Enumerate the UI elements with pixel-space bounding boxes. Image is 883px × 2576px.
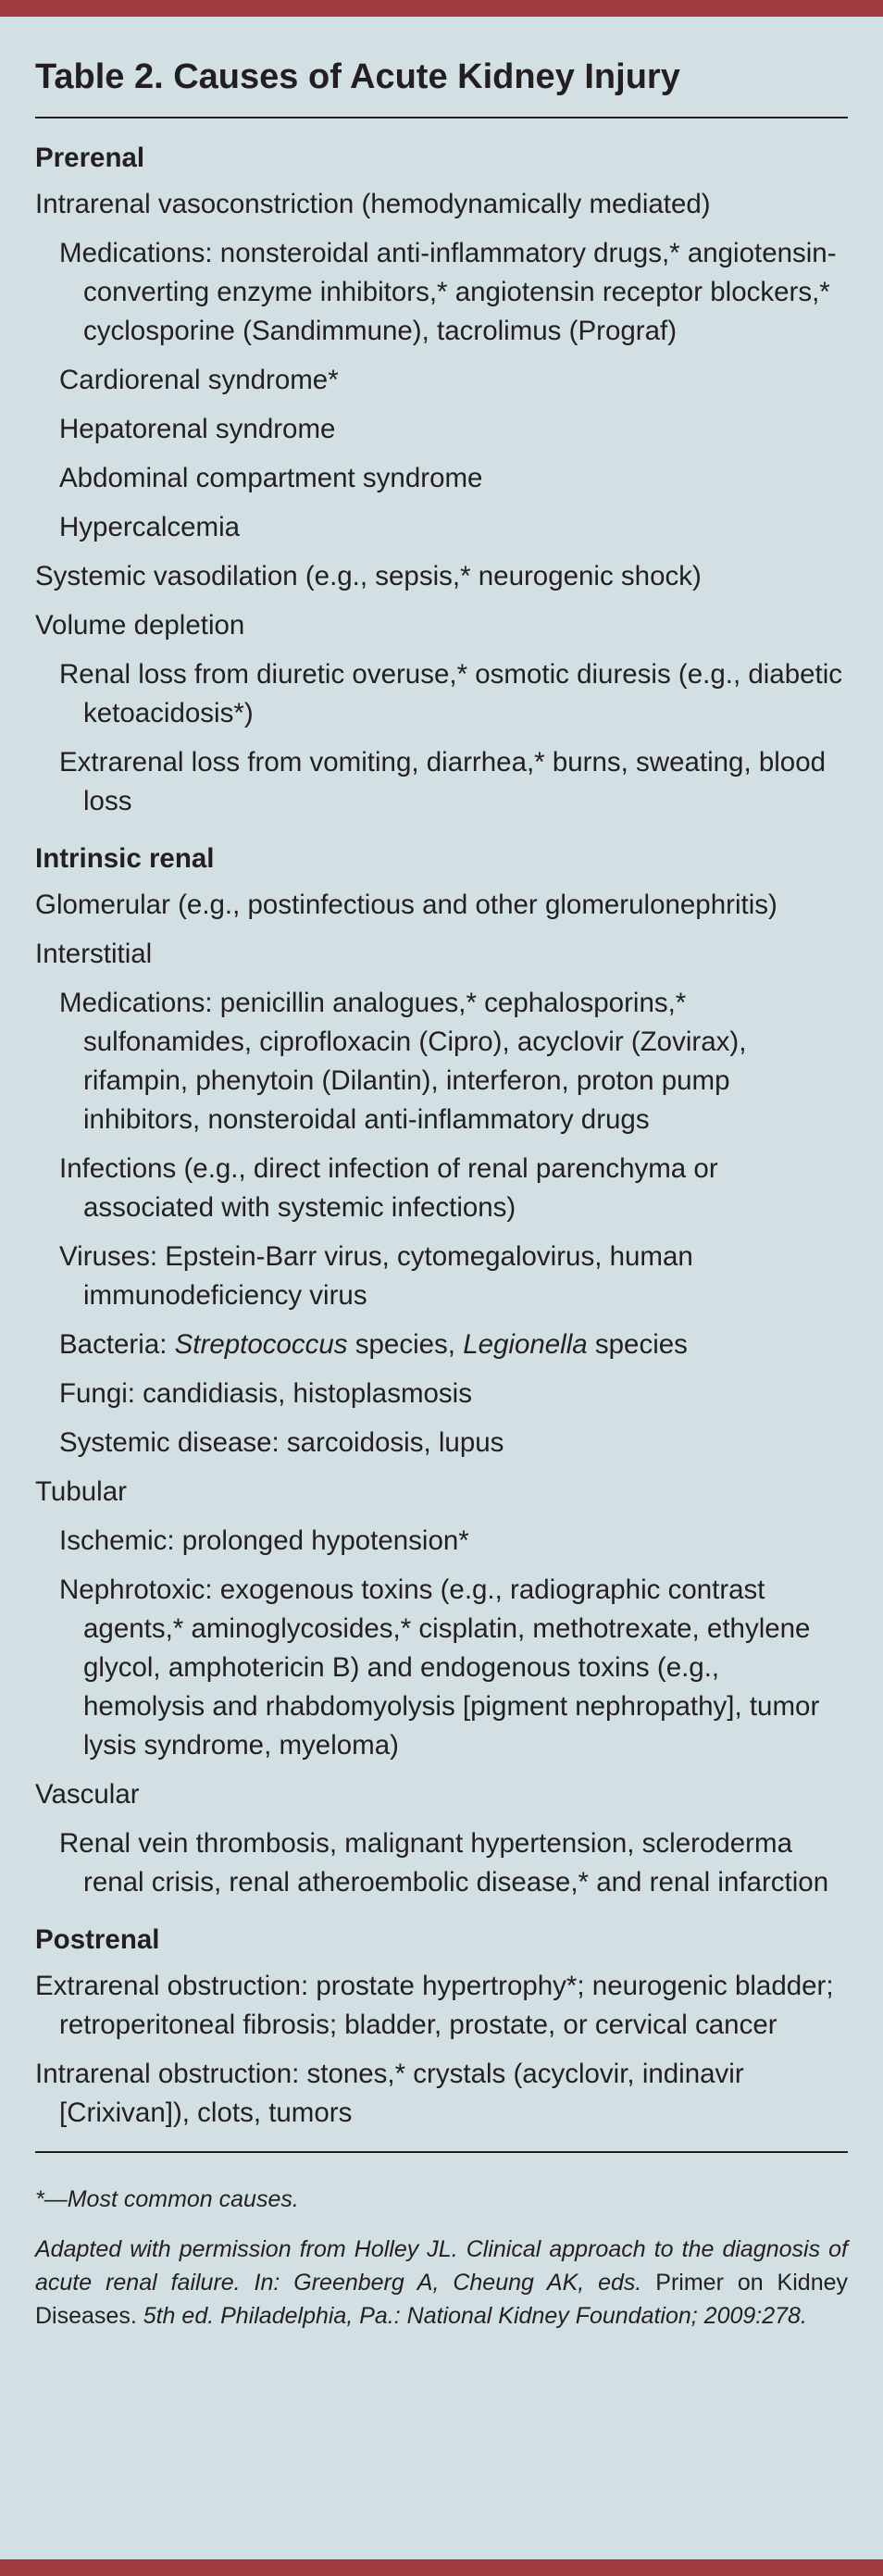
list-item: Systemic vasodilation (e.g., sepsis,* neurogenic shock) xyxy=(35,561,702,591)
list-subitem: Renal vein thrombosis, malignant hypertension, scleroderma renal crisis, renal atheroembolic disease,* and renal infarction xyxy=(59,1828,829,1898)
list-subitem: Infections (e.g., direct infection of renal parenchyma or associated with systemic infections) xyxy=(59,1153,718,1223)
top-accent-bar xyxy=(0,0,883,17)
list-item: Intrarenal obstruction: stones,* crystals (acyclovir, indinavir [Crixivan]), clots, tumors xyxy=(35,2059,744,2128)
source-text-part: Adapted with permission from Holley JL. Clinical approach to the diagnosis of acute renal failure. In: Greenberg A, Cheung AK, eds. xyxy=(35,2236,848,2296)
list-item: Intrarenal vasoconstriction (hemodynamically mediated) xyxy=(35,189,711,219)
list-item: Volume depletion xyxy=(35,610,245,641)
footnote: *—Most common causes. xyxy=(35,2186,299,2212)
list-subitem: Ischemic: prolonged hypotension* xyxy=(59,1525,469,1556)
item-text-part: species, xyxy=(347,1329,464,1360)
source-text-part: 5th ed. Philadelphia, Pa.: National Kidney Foundation; 2009:278. xyxy=(136,2303,807,2329)
table-panel xyxy=(0,17,883,2333)
table-footer xyxy=(35,2160,848,2333)
footer-rule xyxy=(35,2151,848,2153)
list-item: Interstitial xyxy=(35,939,153,969)
list-subitem: Renal loss from diuretic overuse,* osmotic diuresis (e.g., diabetic ketoacidosis*) xyxy=(59,659,843,728)
list-item: Glomerular (e.g., postinfectious and other glomerulonephritis) xyxy=(35,890,777,920)
list-subitem: Viruses: Epstein-Barr virus, cytomegalovirus, human immunodeficiency virus xyxy=(59,1241,693,1311)
list-item: Vascular xyxy=(35,1779,140,1810)
source-citation xyxy=(35,2233,848,2333)
item-text-part: species xyxy=(587,1329,688,1360)
section-heading: Intrinsic renal xyxy=(35,843,215,874)
list-subitem: Extrarenal loss from vomiting, diarrhea,* burns, sweating, blood loss xyxy=(59,747,827,816)
list-subitem: Nephrotoxic: exogenous toxins (e.g., radiographic contrast agents,* aminoglycosides,* cisplatin, methotrexate, ethylene glycol, amphotericin B) and endogenous toxins (e.g., hemolysis and rhabdomyolysis [pigment nephropathy], tumor lysis syndrome, myeloma) xyxy=(59,1574,820,1761)
section-heading: Postrenal xyxy=(35,1924,160,1955)
table-section xyxy=(35,1921,848,2133)
table-title: Table 2. Causes of Acute Kidney Injury xyxy=(35,57,680,96)
list-item: Tubular xyxy=(35,1476,127,1507)
list-subitem xyxy=(35,1325,848,1364)
list-subitem: Medications: penicillin analogues,* cephalosporins,* sulfonamides, ciprofloxacin (Cipro), acyclovir (Zovirax), rifampin, phenytoin (Dilantin), interferon, proton pump inhibitors, nonsteroidal anti-inflammatory drugs xyxy=(59,988,747,1135)
list-subitem: Cardiorenal syndrome* xyxy=(59,365,339,395)
source-text-part: Primer on Kidney Diseases. xyxy=(35,2270,848,2329)
item-text-part: Bacteria: xyxy=(59,1329,175,1360)
list-subitem: Hypercalcemia xyxy=(59,512,241,542)
list-subitem: Abdominal compartment syndrome xyxy=(59,463,483,493)
table-section xyxy=(35,840,848,1902)
list-item: Extrarenal obstruction: prostate hypertrophy*; neurogenic bladder; retroperitoneal fibrosis; bladder, prostate, or cervical cancer xyxy=(35,1971,834,2040)
table-section xyxy=(35,139,848,821)
list-subitem: Hepatorenal syndrome xyxy=(59,414,336,444)
item-text-part: Legionella xyxy=(463,1329,588,1360)
section-heading: Prerenal xyxy=(35,143,145,173)
item-text-part: Streptococcus xyxy=(174,1329,348,1360)
list-subitem: Fungi: candidiasis, histoplasmosis xyxy=(59,1378,472,1409)
table-body xyxy=(35,118,848,2133)
bottom-accent-bar xyxy=(0,2559,883,2576)
list-subitem: Systemic disease: sarcoidosis, lupus xyxy=(59,1427,504,1458)
list-subitem: Medications: nonsteroidal anti-inflammatory drugs,* angiotensin-converting enzyme inhibitors,* angiotensin receptor blockers,* cyclosporine (Sandimmune), tacrolimus (Prograf) xyxy=(59,238,837,346)
